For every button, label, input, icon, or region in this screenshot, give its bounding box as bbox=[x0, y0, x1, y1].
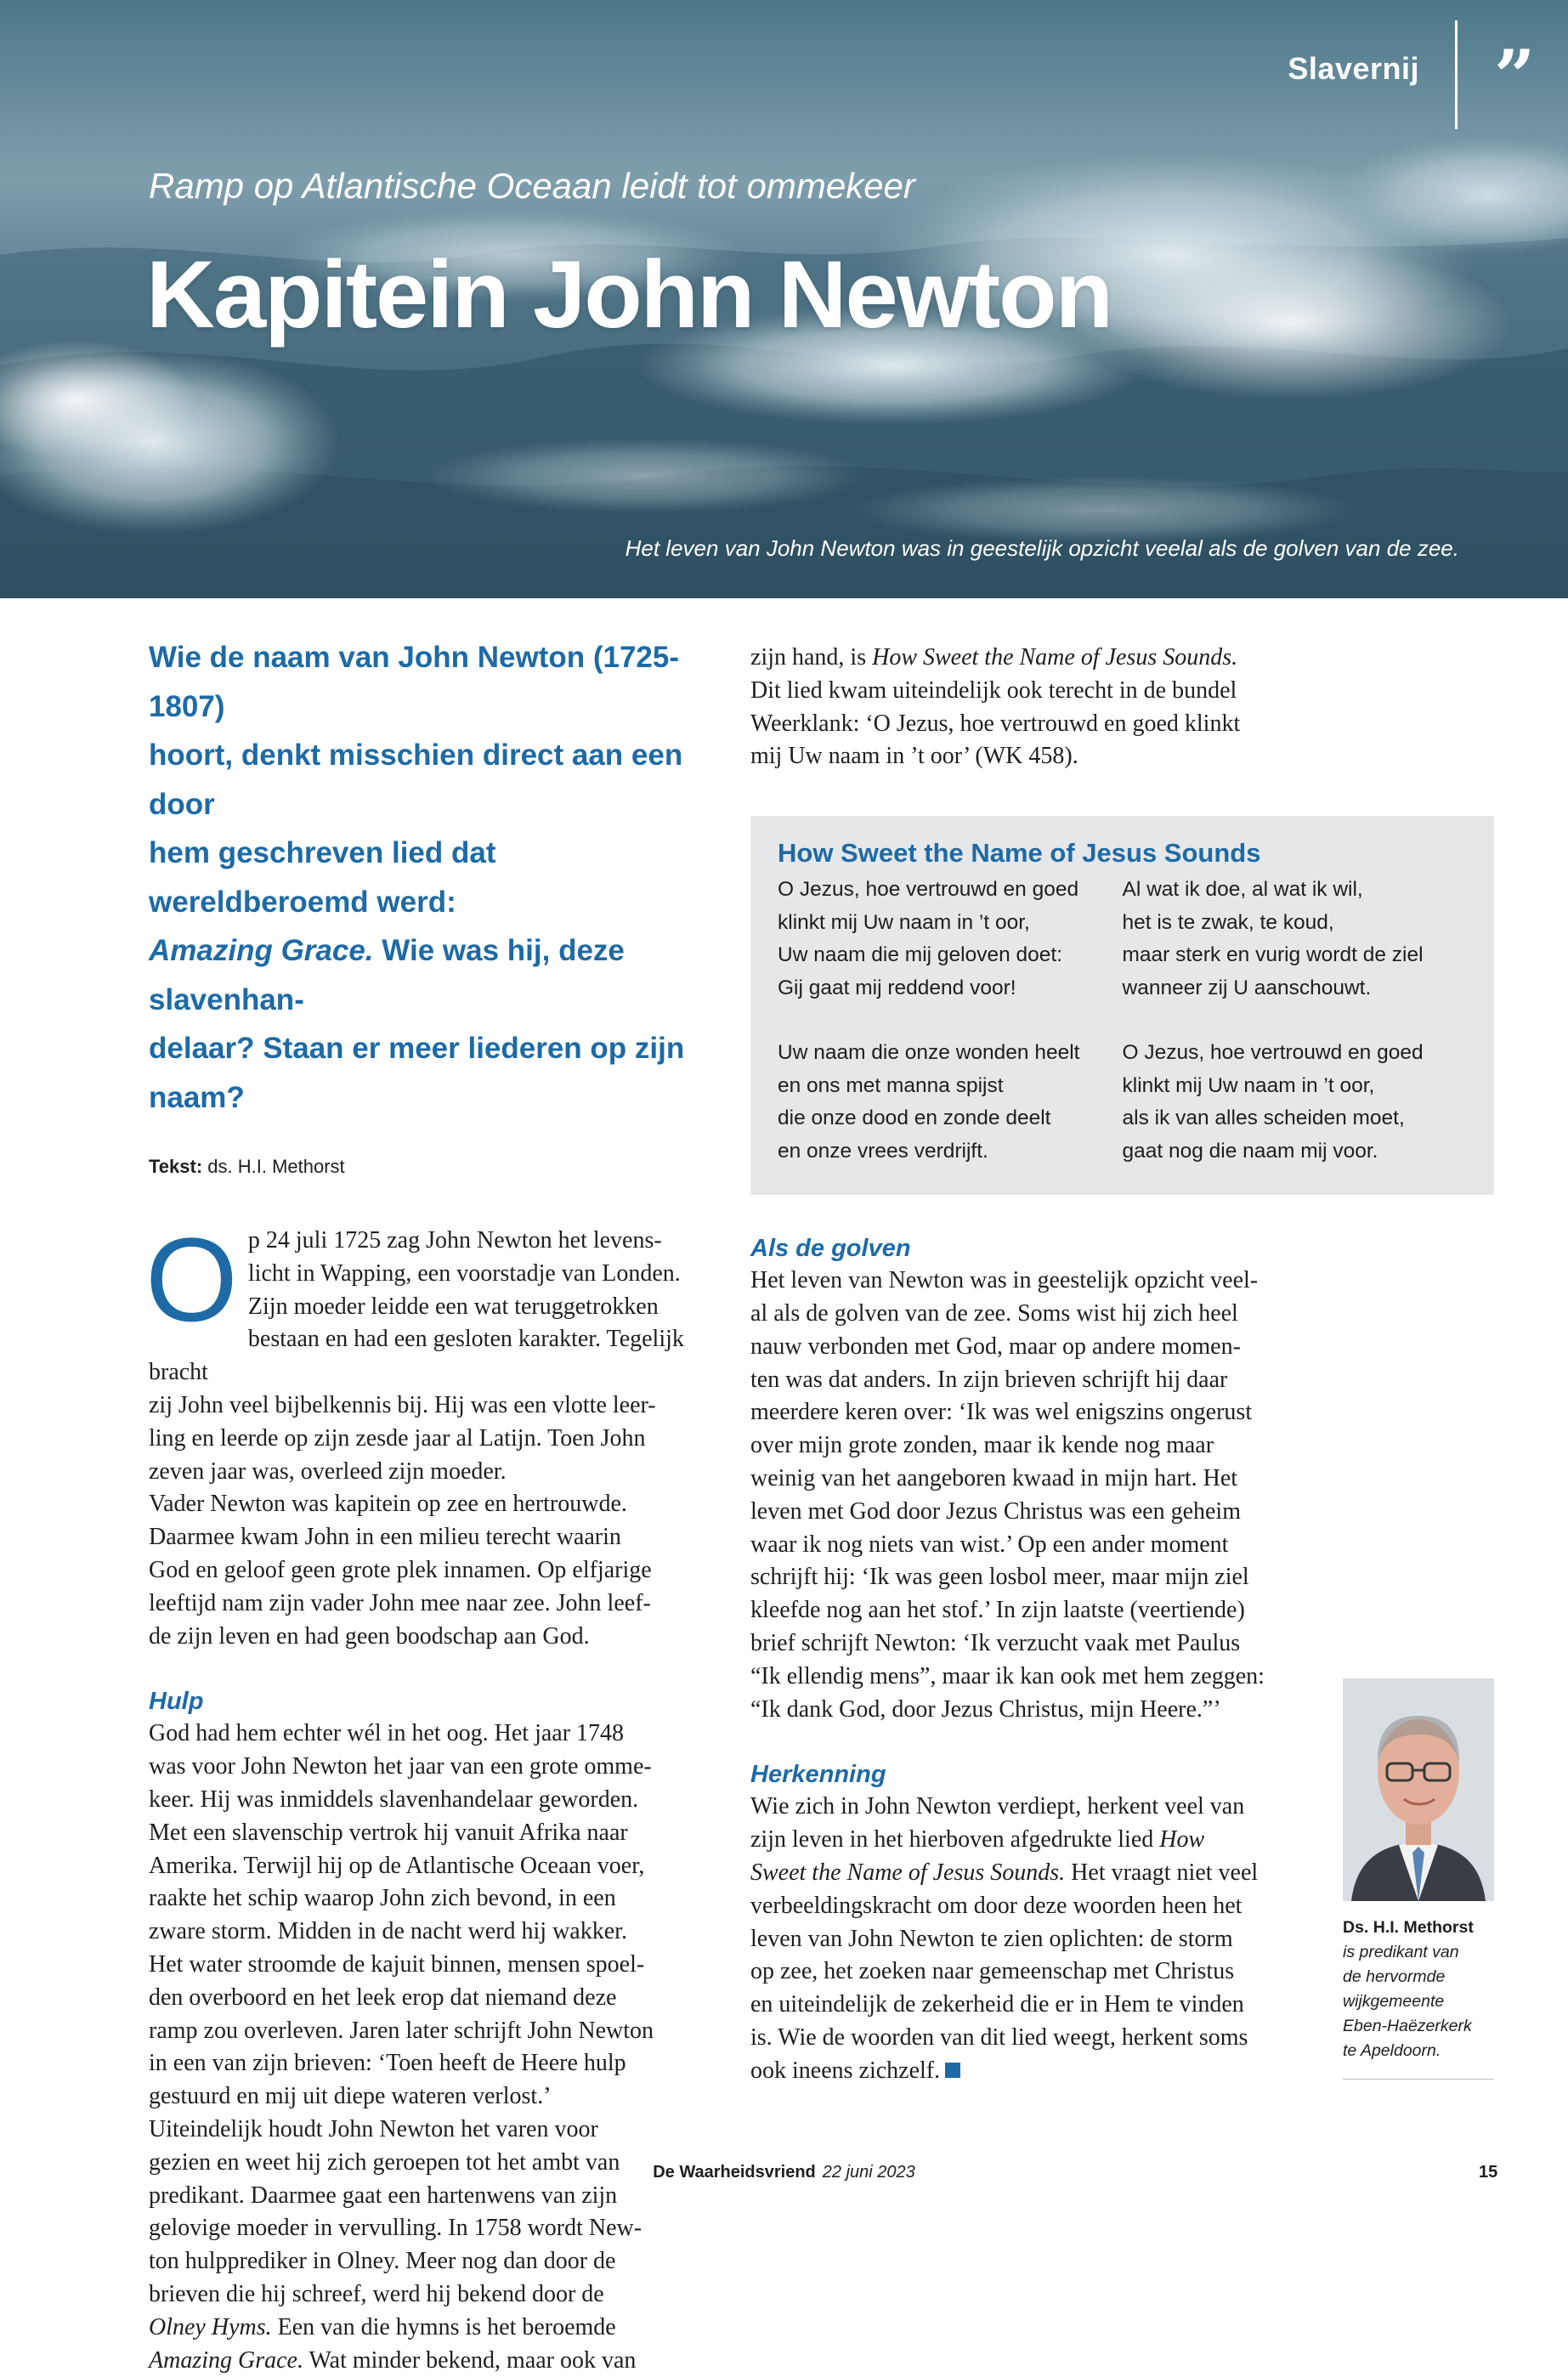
paragraph-continuation: zijn hand, is How Sweet the Name of Jesus Sounds. Dit lied kwam uiteindelijk ook terecht in de bundel Weerklank: ‘O Jezus, hoe vertrouwd en goed klinkt mij Uw naam in ’t oor’ (WK 458). bbox=[750, 644, 1241, 770]
subhead-herkenning: Herkenning bbox=[750, 1761, 886, 1789]
left-column bbox=[145, 633, 710, 2377]
author-divider bbox=[1343, 2079, 1494, 2080]
verse-4: O Jezus, hoe vertrouwd en goed klinkt mij Uw naam in ’t oor, als ik van alles scheiden moet, gaat nog die naam mij voor. bbox=[1122, 1041, 1424, 1163]
paragraph-3: God had hem echter wél in het oog. Het jaar 1748 was voor John Newton het jaar van een grote omme- keer. Hij was inmiddels slavenhandelaar geworden. Met een slavenschip vertrok hij vanuit Afrika naar Amerika. Terwijl hij op de Atlantische Oceaan voer, raakte het schip waarop John zich bevond, in een zware storm. Midden in de nacht werd hij wakker. Het water stroomde de kajuit binnen, mensen spoel- den overboord en het leek erop dat niemand deze ramp zou overleven. Jaren later schrijft John Newton in een van zijn brieven: ‘Toen heeft de Heere hulp gestuurd en mij uit diepe wateren verlost.’ Uiteindelijk houdt John Newton het varen voor gezien en weet hij zich geroepen tot het ambt van predikant. Daarmee gaat een hartenwens van zijn gelovige moeder in vervulling. In 1758 wordt New- ton hulpprediker in Olney. Meer nog dan door de brieven die hij schreef, werd hij bekend door de Olney Hyms. Een van die hymns is het beroemde Amazing Grace. Wat minder bekend, maar ook van bbox=[149, 1720, 654, 2374]
verse-3: Al wat ik doe, al wat ik wil, het is te zwak, te koud, maar sterk en vurig wordt de ziel wanneer zij U aanschouwt. bbox=[1122, 878, 1424, 999]
page-footer bbox=[0, 2163, 1568, 2182]
hymn-title: How Sweet the Name of Jesus Sounds bbox=[778, 838, 1261, 869]
drop-cap: O bbox=[145, 1213, 238, 1346]
paragraph-1: Op 24 juli 1725 zag John Newton het levens- licht in Wapping, een voorstadje van Londen. Zijn moeder leidde een wat teruggetrokken bestaan en had een gesloten karakter. Tegelijk bracht zij John veel bijbelkennis bij. Hij was een vlotte leer- ling en leerde op zijn zesde jaar al Latijn. Toen John zeven jaar was, overleed zijn moeder. bbox=[145, 1213, 684, 1485]
verse-column-right bbox=[1123, 874, 1468, 1168]
magazine-name: De Waarheidsvriend bbox=[653, 2163, 816, 2182]
hymn-box bbox=[750, 816, 1494, 1195]
paragraph-4: Het leven van Newton was in geestelijk opzicht veel- al als de golven van de zee. Soms wist hij zich heel nauw verbonden met God, maar op andere momen- ten was dat anders. In zijn brieven schrijft hij daar meerdere keren over: ‘Ik was wel enigszins ongerust over mijn grote zonden, maar ik kende nog maar weinig van het aangeboren kwaad in mijn hart. Het leven met God door Jezus Christus was een geheim waar ik nog niets van wist.’ Op een ander moment schrijft hij: ‘Ik was geen losbol meer, maar mijn ziel kleefde nog aan het stof.’ In zijn laatste (veertiende) brief schrijft Newton: ‘Ik verzucht vaak met Paulus “Ik ellendig mens”, maar ik kan ook met hem zeggen: “Ik dank God, door Jezus Christus, mijn Heere.”’ bbox=[750, 1267, 1265, 1723]
hymn-verses bbox=[778, 874, 1467, 1168]
quote-icon: ” bbox=[1494, 34, 1536, 118]
subhead-als-de-golven: Als de golven bbox=[750, 1235, 911, 1263]
hero-image bbox=[0, 0, 1568, 598]
article-subtitle: Ramp op Atlantische Oceaan leidt tot ommekeer bbox=[149, 166, 915, 206]
verse-2: Uw naam die onze wonden heelt en ons met manna spijst die onze dood en zonde deelt en onze vrees verdrijft. bbox=[778, 1041, 1080, 1163]
subhead-hulp: Hulp bbox=[149, 1688, 204, 1716]
section-label: Slavernij bbox=[1288, 51, 1419, 86]
paragraph-5: Wie zich in John Newton verdiept, herkent veel van zijn leven in het hierboven afgedrukte lied How Sweet the Name of Jesus Sounds. Het vraagt niet veel verbeeldingskracht om door deze woorden heen het leven van John Newton te zien oplichten: de storm op zee, het zoeken naar gemeenschap met Christus en uiteindelijk de zekerheid die er in Hem te vinden is. Wie de woorden van dit lied weegt, herkent soms ook ineens zichzelf. bbox=[750, 1793, 1259, 2084]
verse-column-left bbox=[778, 874, 1123, 1168]
issue-date: 22 juni 2023 bbox=[822, 2163, 915, 2182]
image-caption: Het leven van John Newton was in geestelijk opzicht veelal als de golven van de zee. bbox=[625, 535, 1459, 561]
author-photo bbox=[1343, 1678, 1494, 1901]
byline: Tekst: ds. H.I. Methorst bbox=[149, 1156, 345, 1177]
end-mark-icon bbox=[945, 2063, 960, 2078]
section-divider bbox=[1455, 20, 1458, 129]
page-number: 15 bbox=[1479, 2163, 1498, 2182]
article-title: Kapitein John Newton bbox=[146, 241, 1112, 348]
verse-1: O Jezus, hoe vertrouwd en goed klinkt mij Uw naam in ’t oor, Uw naam die mij geloven doet: Gij gaat mij reddend voor! bbox=[778, 878, 1079, 999]
paragraph-2: Vader Newton was kapitein op zee en hertrouwde. Daarmee kwam John in een milieu terecht waarin God en geloof geen grote plek innamen. Op elfjarige leeftijd nam zijn vader John mee naar zee. John leef- de zijn leven en had geen boodschap aan God. bbox=[149, 1491, 652, 1650]
author-caption: Ds. H.I. Methorst is predikant van de hervormde wijkgemeente Eben-Haëzerkerk te Apeldoorn. bbox=[1343, 1918, 1474, 2060]
intro-paragraph: Wie de naam van John Newton (1725-1807) hoort, denkt misschien direct aan een door hem geschreven lied dat wereldberoemd werd: Amazing Grace. Wie was hij, deze slavenhan- delaar? Staan er meer liederen op zijn naam? bbox=[149, 641, 685, 1114]
